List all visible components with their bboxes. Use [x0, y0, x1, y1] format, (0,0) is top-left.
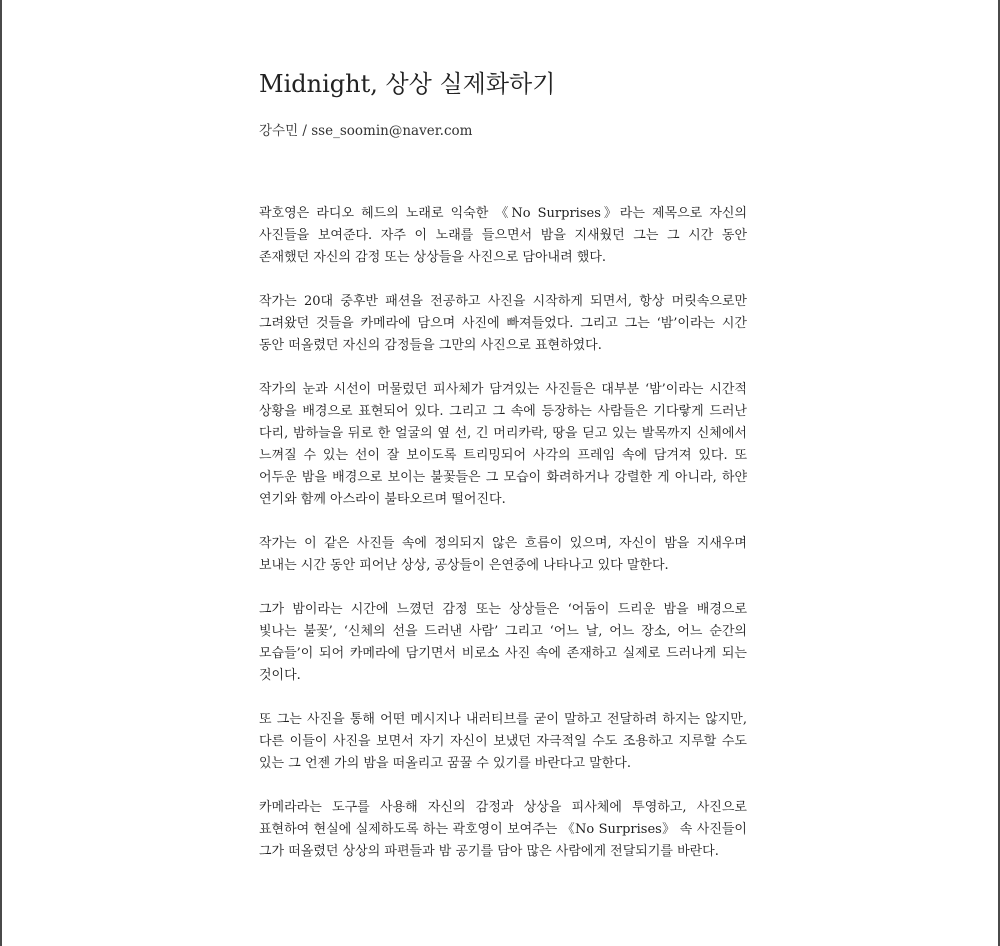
article-title: Midnight, 상상 실제화하기: [259, 70, 556, 98]
body-paragraph: 또 그는 사진을 통해 어떤 메시지나 내러티브를 굳이 말하고 전달하려 하지는 않지만, 다른 이들이 사진을 보면서 자기 자신이 보냈던 자극적일 수도 조용하고 지루할 수도 있는 그 언젠 가의 밤을 떠올리고 꿈꿀 수 있기를 바란다고 말한다.: [259, 712, 747, 771]
body-paragraph: 작가는 20대 중후반 패션을 전공하고 사진을 시작하게 되면서, 항상 머릿속으로만 그려왔던 것들을 카메라에 담으며 사진에 빠져들었다. 그리고 그는 ‘밤’이라는 시간 동안 떠올렸던 자신의 감정들을 그만의 사진으로 표현하였다.: [259, 294, 747, 353]
article-body: [259, 203, 747, 885]
body-paragraph: 곽호영은 라디오 헤드의 노래로 익숙한 《No Surprises》라는 제목으로 자신의 사진들을 보여준다. 자주 이 노래를 들으면서 밤을 지새웠던 그는 그 시간 동안 존재했던 자신의 감정 또는 상상들을 사진으로 담아내려 했다.: [259, 206, 747, 265]
author-byline: 강수민 / sse_soomin@naver.com: [259, 123, 473, 139]
body-paragraph: 작가의 눈과 시선이 머물렀던 피사체가 담겨있는 사진들은 대부분 ‘밤’이라는 시간적 상황을 배경으로 표현되어 있다. 그리고 그 속에 등장하는 사람들은 기다랗게 드러난 다리, 밤하늘을 뒤로 한 얼굴의 옆 선, 긴 머리카락, 땅을 딛고 있는 발목까지 신체에서 느껴질 수 있는 선이 잘 보이도록 트리밍되어 사각의 프레임 속에 담겨져 있다. 또 어두운 밤을 배경으로 보이는 불꽃들은 그 모습이 화려하거나 강렬한 게 아니라, 하얀 연기와 함께 아스라이 불타오르며 떨어진다.: [259, 382, 747, 507]
body-paragraph: 카메라라는 도구를 사용해 자신의 감정과 상상을 피사체에 투영하고, 사진으로 표현하여 현실에 실제하도록 하는 곽호영이 보여주는 《No Surprises》 속 사진들이 그가 떠올렸던 상상의 파편들과 밤 공기를 담아 많은 사람에게 전달되기를 바란다.: [259, 800, 747, 859]
body-paragraph: 그가 밤이라는 시간에 느꼈던 감정 또는 상상들은 ‘어둠이 드리운 밤을 배경으로 빛나는 불꽃’, ‘신체의 선을 드러낸 사람’ 그리고 ‘어느 날, 어느 장소, 어느 순간의 모습들’이 되어 카메라에 담기면서 비로소 사진 속에 존재하고 실제로 드러나게 되는 것이다.: [259, 602, 747, 683]
body-paragraph: 작가는 이 같은 사진들 속에 정의되지 않은 흐름이 있으며, 자신이 밤을 지새우며 보내는 시간 동안 피어난 상상, 공상들이 은연중에 나타나고 있다 말한다.: [259, 536, 747, 573]
